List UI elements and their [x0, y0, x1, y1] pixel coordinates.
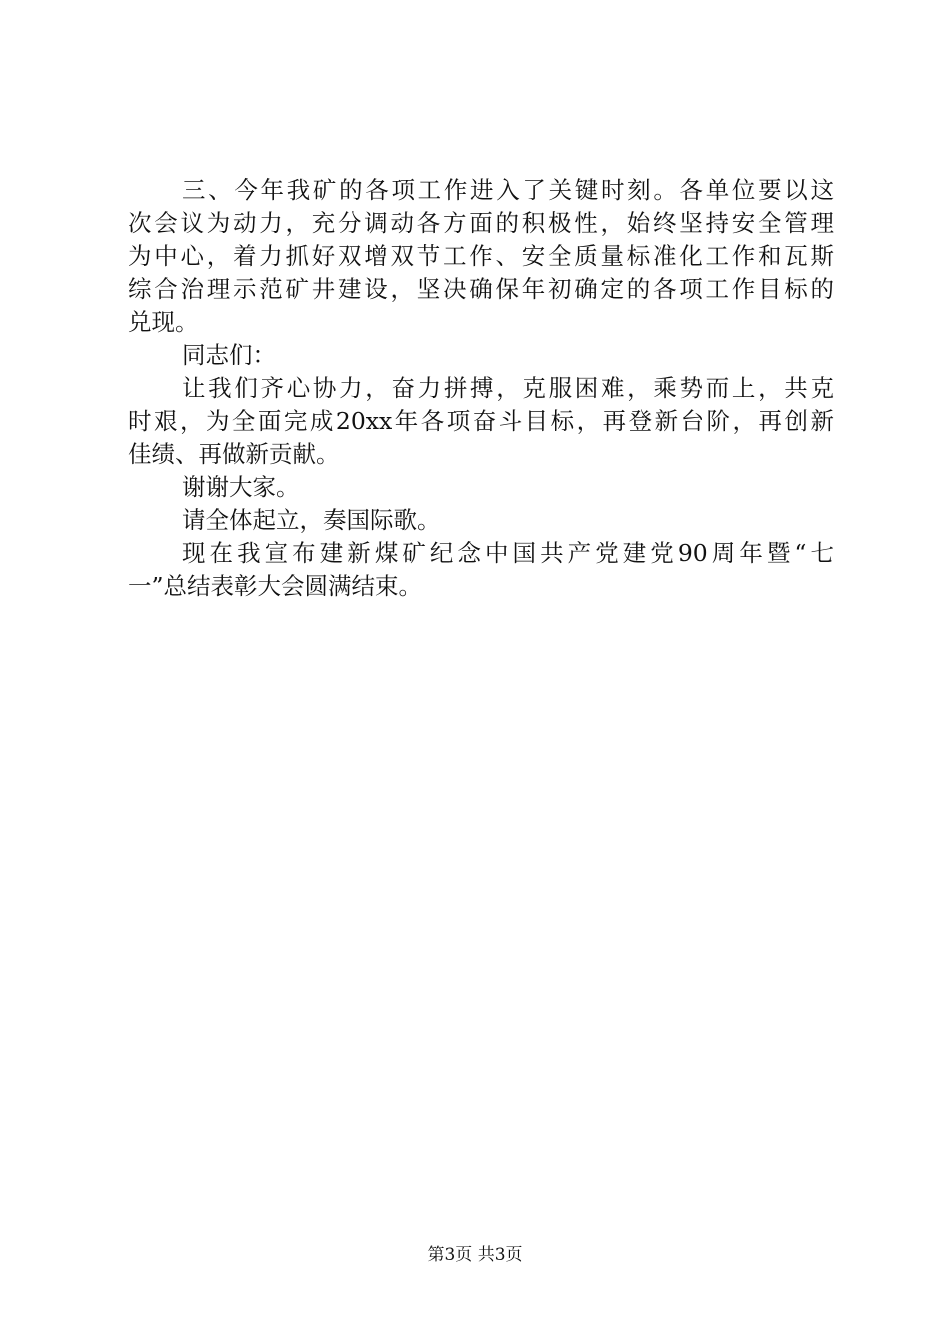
text-line: 三、今年我矿的各项工作进入了关键时刻。各单位要以这 [182, 176, 834, 204]
paragraph-closing [128, 537, 834, 603]
paragraph-thanks [128, 471, 834, 504]
text-line: 同志们： [182, 341, 276, 369]
text-line: 佳绩、再做新贡献。 [128, 440, 340, 468]
document-body [128, 174, 834, 603]
text-line: 次会议为动力，充分调动各方面的积极性，始终坚持安全管理 [128, 209, 834, 237]
text-line: 综合治理示范矿井建设，坚决确保年初确定的各项工作目标的 [128, 275, 834, 303]
paragraph-call-to-action [128, 372, 834, 471]
text-line: 为中心，着力抓好双增双节工作、安全质量标准化工作和瓦斯 [128, 242, 834, 270]
paragraph-work-goals [128, 174, 834, 339]
text-line: 请全体起立，奏国际歌。 [182, 506, 441, 534]
text-line: 时艰，为全面完成20xx年各项奋斗目标，再登新台阶，再创新 [128, 407, 834, 435]
text-line: 一”总结表彰大会圆满结束。 [128, 572, 423, 600]
paragraph-salutation [128, 339, 834, 372]
page-number-footer: 第3页 共3页 [427, 1245, 523, 1265]
paragraph-anthem [128, 504, 834, 537]
text-line: 兑现。 [128, 308, 199, 336]
text-line: 谢谢大家。 [182, 473, 300, 501]
text-line: 现在我宣布建新煤矿纪念中国共产党建党90周年暨“七 [182, 539, 834, 567]
text-line: 让我们齐心协力，奋力拼搏，克服困难，乘势而上，共克 [182, 374, 834, 402]
